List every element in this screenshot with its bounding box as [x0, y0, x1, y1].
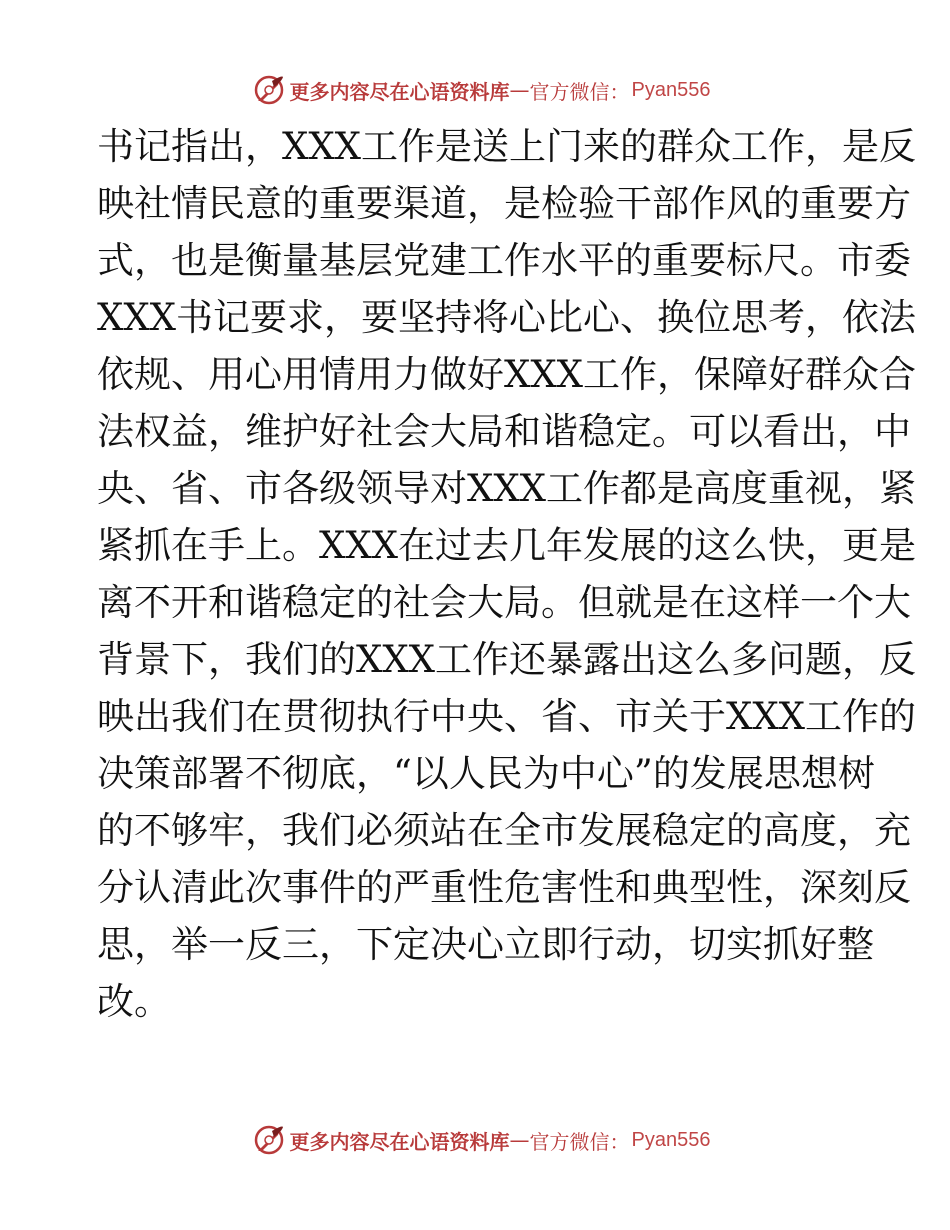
banner-title: 更多内容尽在心语资料库 [289, 79, 510, 104]
text-line: XXX书记要求，要坚持将心比心、换位思考，依法 [97, 296, 917, 339]
banner-title: 更多内容尽在心语资料库 [289, 1129, 510, 1154]
quill-logo-icon [252, 1123, 286, 1157]
banner-wechat-label: 官方微信： [529, 79, 630, 104]
text-line: 分认清此次事件的严重性危害性和典型性，深刻反 [97, 866, 911, 909]
footer-banner [0, 1120, 950, 1160]
text-line: 书记指出，XXX工作是送上门来的群众工作，是反 [97, 125, 917, 168]
text-line: 映社情民意的重要渠道，是检验干部作风的重要方 [97, 182, 911, 225]
text-line: 依规、用心用情用力做好XXX工作，保障好群众合 [97, 353, 917, 396]
text-line: 背景下，我们的XXX工作还暴露出这么多问题，反 [97, 638, 917, 681]
banner-separator: — [509, 78, 530, 102]
text-line: 的不够牢，我们必须站在全市发展稳定的高度，充 [97, 809, 911, 852]
text-line: 式，也是衡量基层党建工作水平的重要标尺。市委 [97, 239, 911, 282]
banner-wechat-label: 官方微信： [529, 1129, 630, 1154]
banner-separator: — [509, 1128, 530, 1152]
body-paragraph [97, 118, 917, 1030]
text-line: 改。 [97, 980, 171, 1023]
text-line: 思，举一反三，下定决心立即行动，切实抓好整 [97, 923, 874, 966]
banner-wechat-id: Pyan556 [631, 1128, 711, 1151]
quill-logo-icon [252, 73, 286, 107]
banner-wechat-id: Pyan556 [631, 78, 711, 101]
text-line: 映出我们在贯彻执行中央、省、市关于XXX工作的 [97, 695, 917, 738]
text-line: 央、省、市各级领导对XXX工作都是高度重视，紧 [97, 467, 917, 510]
text-line: 法权益，维护好社会大局和谐稳定。可以看出，中 [97, 410, 911, 453]
header-banner [0, 70, 950, 110]
text-line: 决策部署不彻底，“以人民为中心”的发展思想树 [97, 752, 875, 795]
text-line: 离不开和谐稳定的社会大局。但就是在这样一个大 [97, 581, 911, 624]
text-line: 紧抓在手上。XXX在过去几年发展的这么快，更是 [97, 524, 917, 567]
